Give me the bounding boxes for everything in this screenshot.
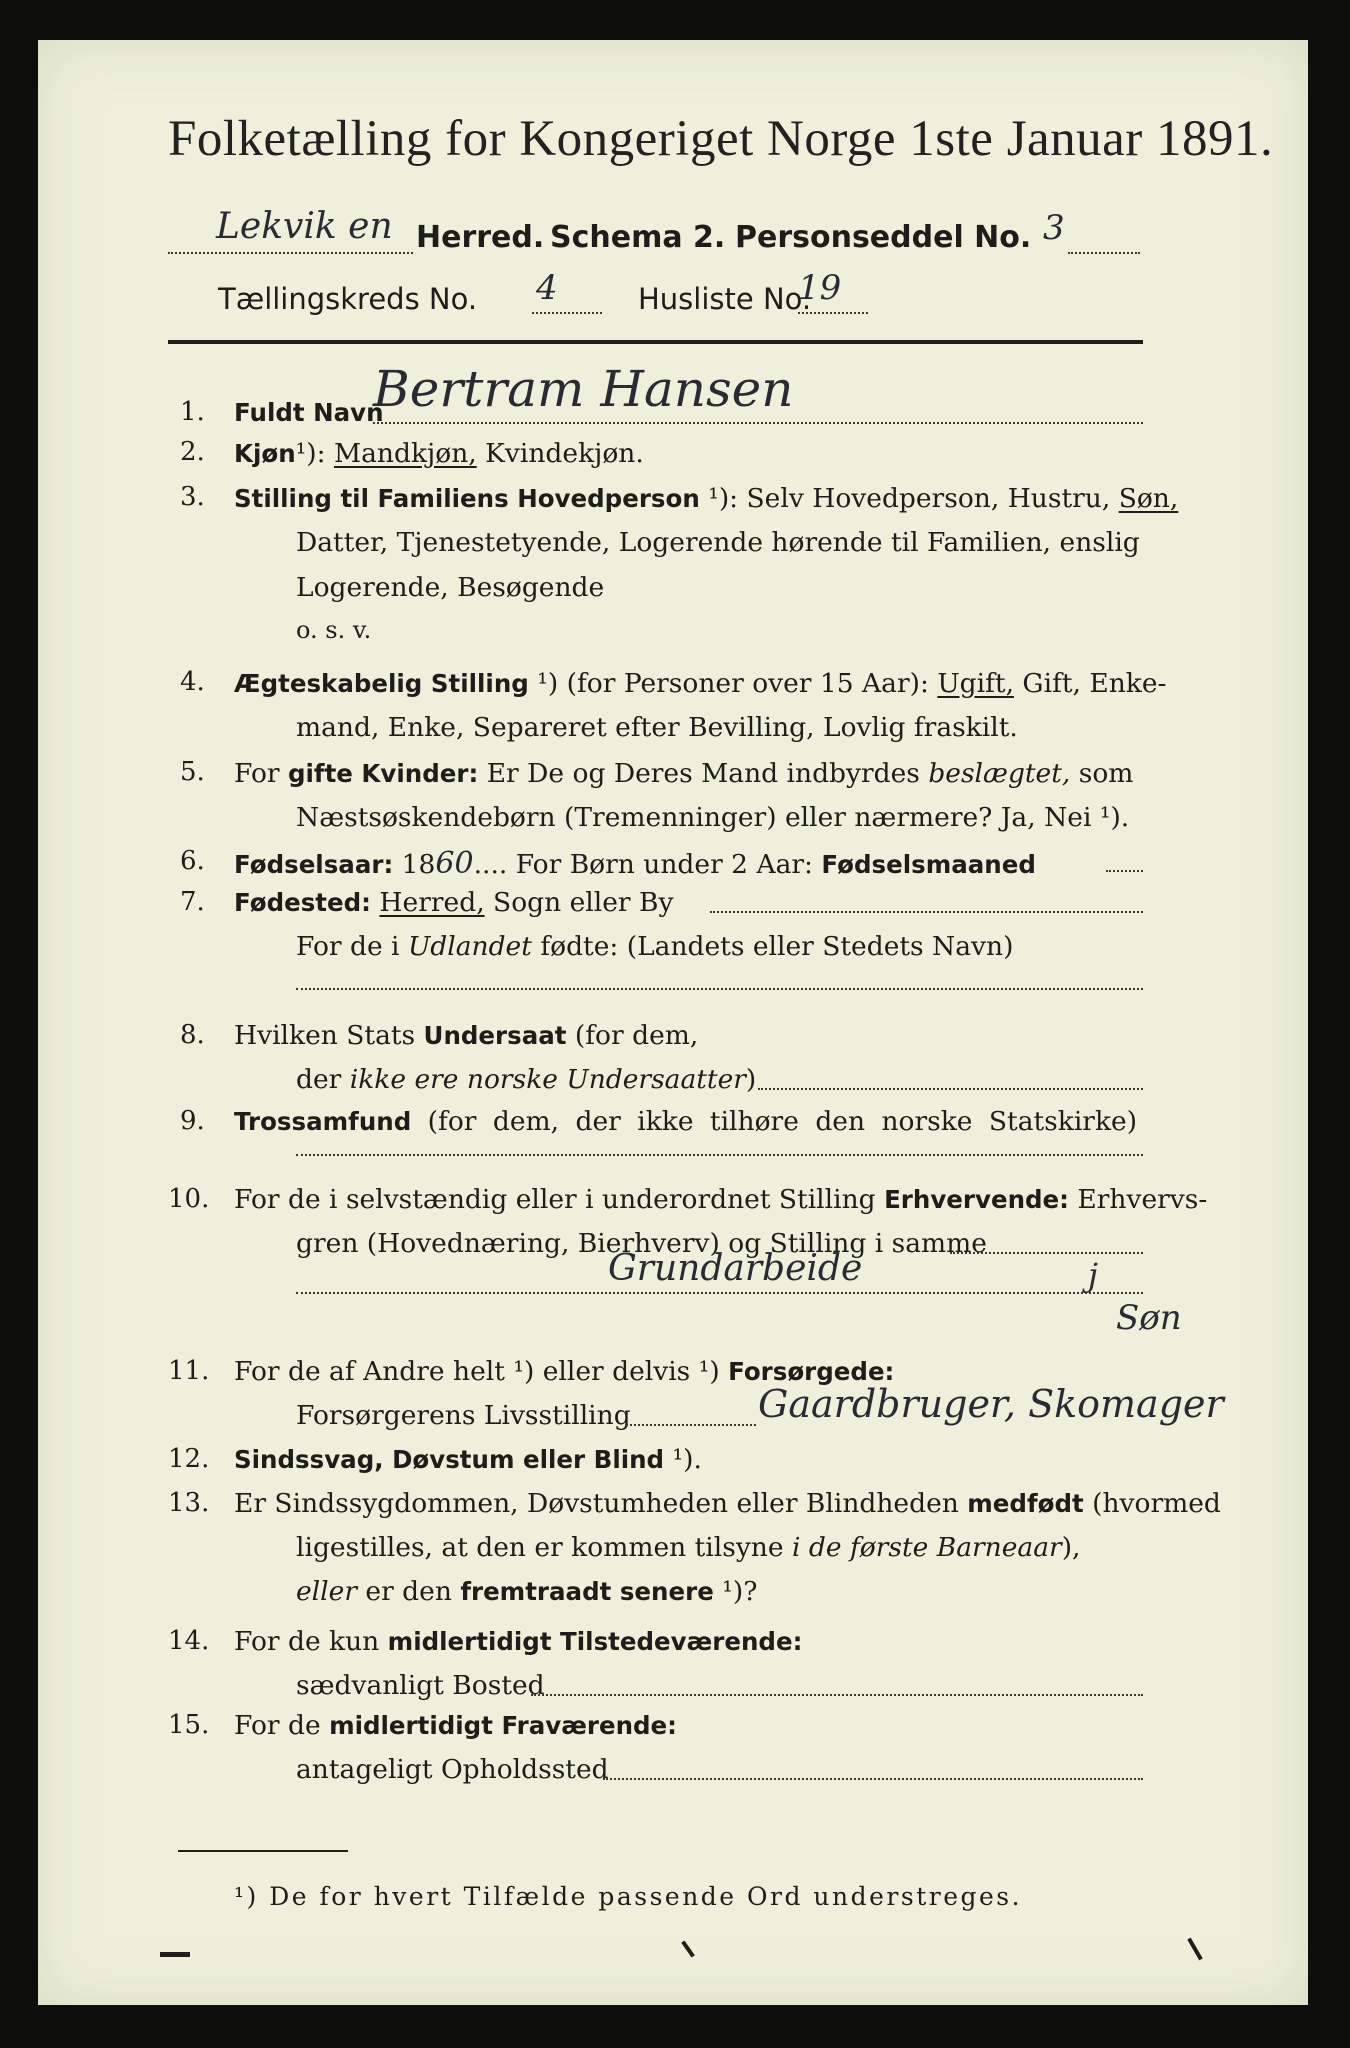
item-4-line1: Ægteskabelig Stilling ¹) (for Personer over 15 Aar): Ugift, Gift, Enke- [234, 668, 1167, 699]
item-14-number: 14. [168, 1626, 210, 1656]
item-10-line1: For de i selvstændig eller i underordnet Stilling Erhvervende: Erhvervs- [234, 1184, 1208, 1215]
item-8-line1: Hvilken Stats Undersaat (for dem, [234, 1020, 699, 1051]
item-12-line1: Sindssvag, Døvstum eller Blind ¹). [234, 1444, 702, 1475]
item-7-line1: Fødested: Herred, Sogn eller By [234, 887, 674, 918]
item-6-line1: Fødselsaar: 1860.... For Børn under 2 Aar: Fødselsmaaned [234, 846, 1036, 881]
item-7-dots-2 [296, 988, 1143, 990]
item-10-dots [950, 1252, 1143, 1254]
item-2-text: Kjøn¹): Mandkjøn, Kvindekjøn. [234, 438, 644, 469]
herred-handwritten: Lekvik en [216, 206, 393, 247]
item-3-line2: Datter, Tjenestetyende, Logerende hørende til Familien, enslig [296, 527, 1140, 558]
item-10-line2: gren (Hovednæring, Bierhverv) og Stilling i samme [296, 1228, 987, 1259]
item-13-line2: ligestilles, at den er kommen tilsyne i de første Barneaar), [296, 1532, 1081, 1563]
item-9-number: 9. [180, 1106, 205, 1136]
item-6-dots [1106, 870, 1143, 872]
item-10-occupation-handwritten: Grundarbeide [608, 1248, 863, 1289]
item-9-line1: Trossamfund (for dem, der ikke tilhøre den norske Statskirke) [234, 1106, 1138, 1137]
item-11-provider-handwritten: Gaardbruger, Skomager [758, 1382, 1224, 1426]
schema-label: Schema 2. [550, 220, 726, 255]
item-13-line3: eller er den fremtraadt senere ¹)? [296, 1576, 758, 1607]
footnote-rule [178, 1850, 348, 1852]
option-ugift-selected: Ugift, [937, 668, 1014, 699]
item-9-dots [296, 1154, 1143, 1156]
item-15-line1: For de midlertidigt Fraværende: [234, 1710, 677, 1741]
item-14-dots [531, 1694, 1143, 1696]
husliste-number: 19 [798, 268, 842, 308]
item-1-dots [373, 422, 1143, 424]
item-12-number: 12. [168, 1444, 210, 1474]
item-6-number: 6. [180, 846, 205, 876]
item-15-dots [603, 1778, 1143, 1780]
birth-year-handwritten: 60 [435, 846, 474, 881]
margin-mark-right [1187, 1938, 1202, 1961]
item-11-line1: For de af Andre helt ¹) eller delvis ¹) Forsørgede: [234, 1356, 895, 1387]
item-11-dots [626, 1424, 756, 1426]
footnote: ¹) De for hvert Tilfælde passende Ord understreges. [234, 1882, 1023, 1911]
census-form [38, 40, 1308, 2005]
item-13-line1: Er Sindssygdommen, Døvstumheden eller Blindheden medfødt (hvormed [234, 1488, 1221, 1519]
taellingskreds-number: 4 [536, 268, 558, 308]
item-14-line1: For de kun midlertidigt Tilstedeværende: [234, 1626, 803, 1657]
item-5-line2: Næstsøskendebørn (Tremenninger) eller nærmere? Ja, Nei ¹). [296, 802, 1130, 833]
item-8-dots [758, 1088, 1143, 1090]
option-son-selected: Søn, [1118, 483, 1179, 514]
item-8-line2: der ikke ere norske Undersaatter) [296, 1064, 757, 1095]
item-3-line3: Logerende, Besøgende [296, 572, 605, 603]
item-1-number: 1. [180, 397, 205, 427]
item-3-line1: Stilling til Familiens Hovedperson ¹): Selv Hovedperson, Hustru, Søn, [234, 483, 1179, 514]
item-1-label: Fuldt Navn [234, 398, 384, 427]
item-10-dots-2 [296, 1292, 1143, 1294]
item-3-line4: o. s. v. [296, 616, 372, 644]
personseddel-number: 3 [1043, 208, 1065, 248]
personseddel-dots [1068, 252, 1140, 254]
item-13-number: 13. [168, 1488, 210, 1518]
item-10-handwritten-mark: j [1088, 1256, 1098, 1294]
item-2-number: 2. [180, 437, 205, 467]
herred-label: Herred. [416, 220, 545, 255]
item-3-number: 3. [180, 482, 205, 512]
option-mandkjon-selected: Mandkjøn, [334, 438, 477, 469]
option-herred-selected: Herred, [379, 887, 485, 918]
margin-mark-center [681, 1940, 695, 1957]
taellingskreds-dots [532, 312, 602, 314]
item-7-line2: For de i Udlandet fødte: (Landets eller Stedets Navn) [296, 931, 1014, 962]
item-15-number: 15. [168, 1710, 210, 1740]
personseddel-label: Personseddel No. [735, 220, 1032, 255]
margin-mark-left [160, 1952, 190, 1957]
item-15-line2: antageligt Opholdssted [296, 1754, 609, 1785]
item-10-handwritten-note: Søn [1116, 1298, 1182, 1338]
herred-dots [168, 252, 413, 254]
taellingskreds-label: Tællingskreds No. [218, 282, 478, 316]
husliste-dots [798, 312, 868, 314]
item-5-line1: For gifte Kvinder: Er De og Deres Mand indbyrdes beslægtet, som [234, 758, 1134, 789]
item-7-dots [710, 911, 1143, 913]
item-4-number: 4. [180, 667, 205, 697]
item-1-name-handwritten: Bertram Hansen [373, 360, 794, 418]
item-11-number: 11. [168, 1356, 210, 1386]
item-10-number: 10. [168, 1184, 210, 1214]
item-5-number: 5. [180, 757, 205, 787]
header-rule [168, 340, 1143, 344]
item-11-line2: Forsørgerens Livsstilling [296, 1400, 631, 1431]
husliste-label: Husliste No. [638, 282, 812, 316]
item-8-number: 8. [180, 1020, 205, 1050]
item-14-line2: sædvanligt Bosted [296, 1670, 545, 1701]
item-7-number: 7. [180, 887, 205, 917]
form-title: Folketælling for Kongeriget Norge 1ste Januar 1891. [168, 111, 1274, 167]
item-4-line2: mand, Enke, Separeret efter Bevilling, Lovlig fraskilt. [296, 712, 1018, 743]
